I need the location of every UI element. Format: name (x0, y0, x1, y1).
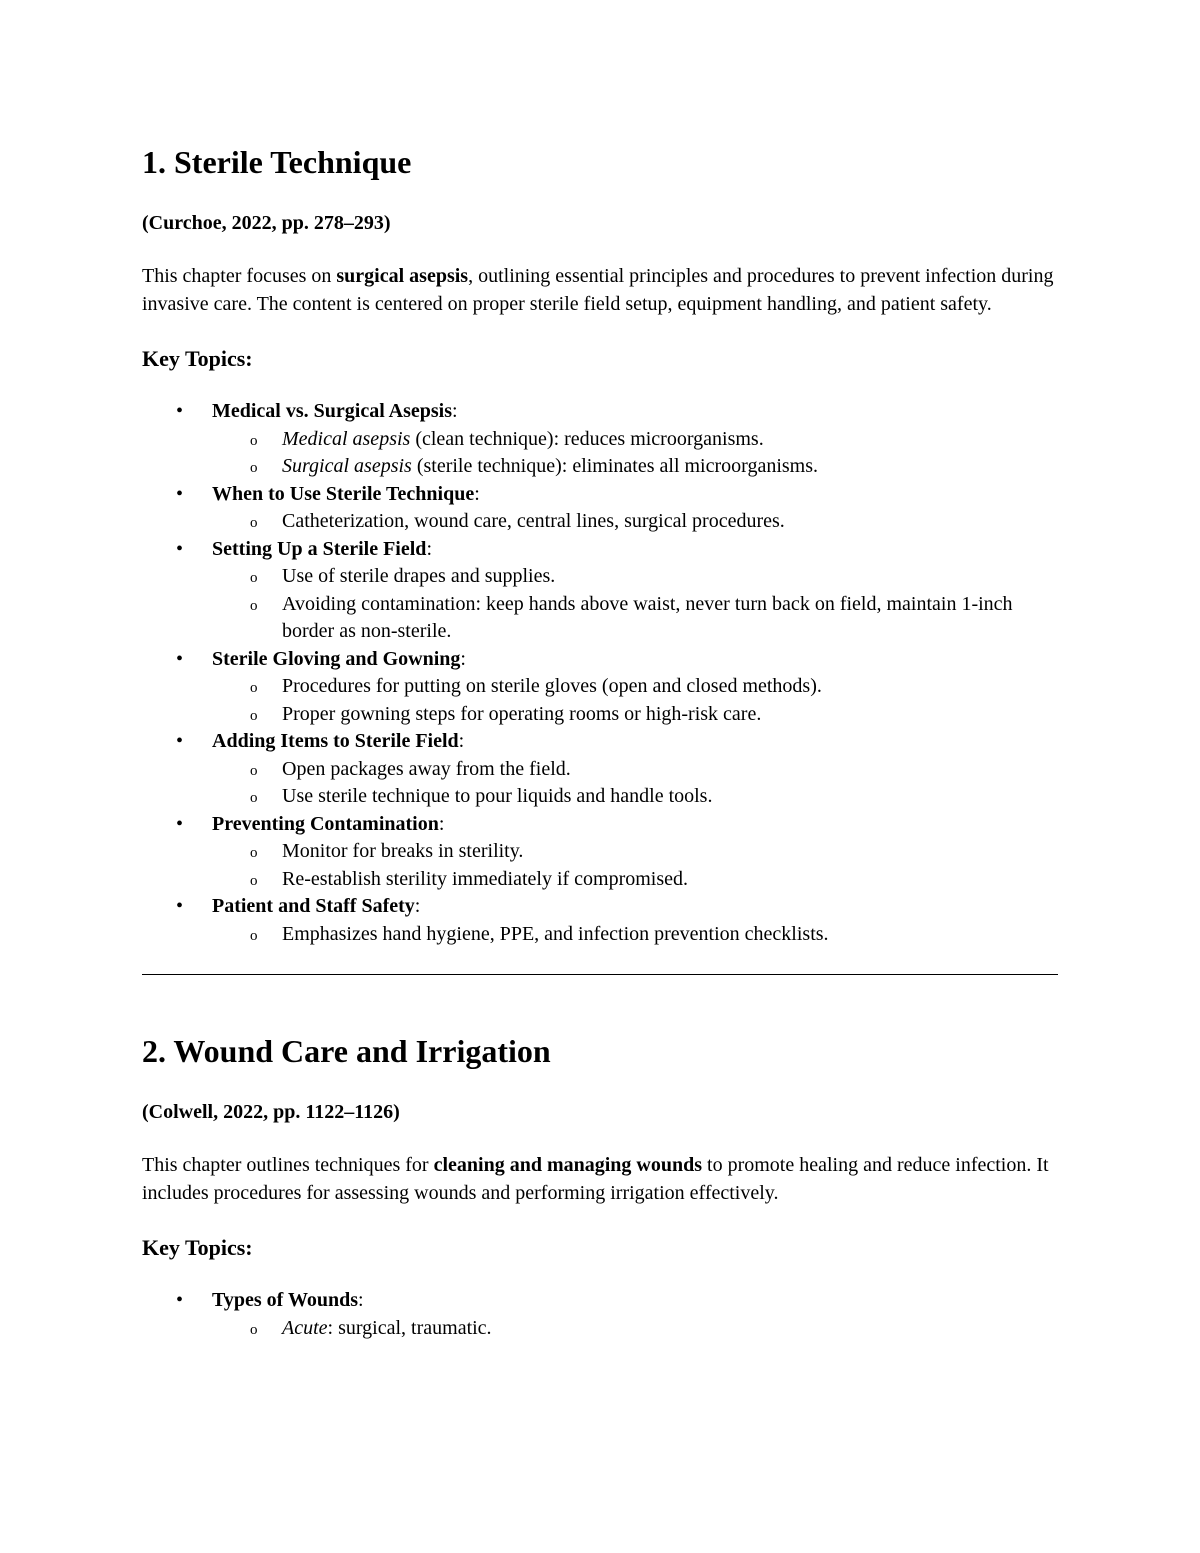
topic-item (142, 811, 1062, 894)
topic-colon: : (414, 895, 421, 917)
circle-bullet-icon: o (250, 1321, 258, 1338)
subtopic-text: Proper gowning steps for operating rooms or high-risk care. (282, 702, 762, 725)
intro-emphasis: surgical asepsis (336, 265, 469, 287)
subtopic-text: (sterile technique): eliminates all microorganisms. (411, 455, 819, 477)
topic-heading (212, 538, 432, 560)
subtopic-item (212, 591, 1062, 646)
intro-emphasis: cleaning and managing wounds (433, 1154, 703, 1176)
circle-bullet-icon: o (250, 515, 258, 531)
subtopic-item (212, 838, 1062, 866)
subtopic-text: Open packages away from the field. (282, 757, 571, 780)
topic-title: Medical vs. Surgical Asepsis (212, 400, 453, 422)
intro-text: to promote healing and reduce infection. It includes procedures for assessing wounds and performing irrigation effectively. (142, 1154, 1049, 1204)
topic-title: When to Use Sterile Technique (212, 482, 475, 505)
intro-paragraph (142, 263, 1062, 318)
document-content (142, 132, 1062, 1342)
topic-item (142, 893, 1062, 948)
bullet-icon: • (176, 1289, 184, 1311)
subtopic-item (212, 701, 1062, 729)
topic-item (142, 398, 1062, 481)
intro-text: This chapter outlines techniques for (142, 1154, 434, 1176)
circle-bullet-icon: o (250, 762, 258, 779)
subtopics-list (212, 1315, 1062, 1343)
subtopic-text: (clean technique): reduces microorganisms. (410, 427, 764, 450)
subtopic-text: : surgical, traumatic. (327, 1316, 492, 1339)
circle-bullet-icon: o (250, 872, 258, 889)
circle-bullet-icon: o (250, 570, 258, 586)
subtopic-text: Emphasizes hand hygiene, PPE, and infection prevention checklists. (282, 922, 829, 945)
subtopic-item (212, 866, 1062, 894)
subtopic-item (212, 1315, 1062, 1343)
subtopics-list (212, 426, 1062, 481)
key-topics-heading: Key Topics: (142, 1235, 253, 1260)
section-2 (142, 1021, 1062, 1342)
subtopic-term: Surgical asepsis (282, 455, 412, 477)
topic-heading (212, 483, 480, 505)
citation: (Colwell, 2022, pp. 1122–1126) (142, 1101, 400, 1123)
topic-colon: : (460, 647, 466, 670)
circle-bullet-icon: o (250, 790, 258, 806)
bullet-icon: • (176, 895, 184, 917)
bullet-icon: • (176, 482, 184, 505)
subtopic-item (212, 453, 1062, 481)
subtopic-item (212, 508, 1062, 536)
section-title: 1. Sterile Technique (142, 144, 412, 180)
intro-paragraph (142, 1152, 1062, 1207)
topic-item (142, 728, 1062, 811)
subtopics-list (212, 673, 1062, 728)
subtopic-text: Procedures for putting on sterile gloves (open and closed methods). (282, 675, 822, 697)
subtopics-list (212, 838, 1062, 893)
subtopic-item (212, 783, 1062, 811)
circle-bullet-icon: o (250, 845, 258, 861)
circle-bullet-icon: o (250, 680, 258, 696)
topic-colon: : (438, 812, 445, 835)
section-1 (142, 132, 1062, 975)
intro-text: This chapter focuses on (142, 265, 337, 287)
topic-title: Preventing Contamination (212, 812, 439, 835)
bullet-icon: • (176, 812, 184, 835)
subtopic-term: Acute (282, 1316, 328, 1339)
subtopics-list (212, 921, 1062, 949)
subtopic-item (212, 563, 1062, 591)
topic-item (142, 1287, 1062, 1342)
topic-heading (212, 813, 444, 835)
subtopic-item (212, 673, 1062, 701)
topic-item (142, 646, 1062, 729)
subtopic-text: Use sterile technique to pour liquids and handle tools. (282, 785, 713, 807)
bullet-icon: • (176, 537, 184, 560)
circle-bullet-icon: o (250, 597, 258, 614)
subtopics-list (212, 563, 1062, 646)
topic-title: Types of Wounds (212, 1289, 358, 1311)
topic-heading (212, 730, 464, 752)
topics-list (142, 1287, 1062, 1342)
topic-title: Patient and Staff Safety (212, 895, 415, 917)
subtopics-list (212, 756, 1062, 811)
topic-colon: : (458, 730, 465, 752)
topic-item (142, 536, 1062, 646)
section-divider (142, 974, 1058, 975)
bullet-icon: • (176, 400, 184, 422)
topic-item (142, 481, 1062, 536)
topic-title: Setting Up a Sterile Field (212, 537, 427, 560)
subtopic-term: Medical asepsis (282, 427, 411, 450)
topic-colon: : (452, 400, 458, 422)
topics-list (142, 398, 1062, 948)
subtopic-text: Catheterization, wound care, central lines, surgical procedures. (282, 510, 785, 532)
citation: (Curchoe, 2022, pp. 278–293) (142, 212, 391, 234)
subtopic-text: Re-establish sterility immediately if compromised. (282, 867, 689, 890)
subtopic-text: Use of sterile drapes and supplies. (282, 565, 556, 587)
subtopic-item (212, 756, 1062, 784)
subtopic-text: Monitor for breaks in sterility. (282, 840, 524, 862)
bullet-icon: • (176, 647, 184, 670)
subtopic-item (212, 921, 1062, 949)
circle-bullet-icon: o (250, 460, 258, 476)
topic-colon: : (474, 482, 480, 505)
section-title: 2. Wound Care and Irrigation (142, 1033, 551, 1069)
topic-heading (212, 1289, 364, 1311)
topic-heading (212, 648, 466, 670)
topic-title: Sterile Gloving and Gowning (212, 647, 461, 670)
circle-bullet-icon: o (250, 927, 258, 944)
circle-bullet-icon: o (250, 432, 258, 449)
subtopic-text: Avoiding contamination: keep hands above waist, never turn back on field, maintain 1-inch border as non-sterile. (282, 592, 1013, 642)
topic-heading (212, 895, 420, 917)
topic-heading (212, 400, 458, 422)
intro-text: , outlining essential principles and procedures to prevent infection during invasive care. The content is centered on proper sterile field setup, equipment handling, and patient safety. (142, 265, 1054, 315)
subtopics-list (212, 508, 1062, 536)
key-topics-heading: Key Topics: (142, 346, 253, 371)
circle-bullet-icon: o (250, 707, 258, 724)
topic-colon: : (426, 537, 432, 560)
topic-colon: : (358, 1289, 364, 1311)
topic-title: Adding Items to Sterile Field (212, 730, 459, 752)
bullet-icon: • (176, 730, 184, 752)
subtopic-item (212, 426, 1062, 454)
